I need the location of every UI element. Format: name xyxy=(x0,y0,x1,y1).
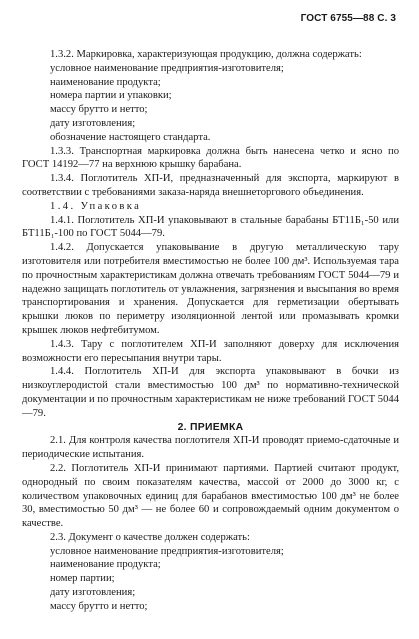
subsection-title-text: 1.4. Упаковка xyxy=(50,200,142,212)
list-item: массу брутто и нетто; xyxy=(50,600,148,612)
paragraph-1-3-4: 1.3.4. Поглотитель ХП-И, предназначенный для экспорта, маркируют в соответствии с требованиями заказа-наряда внешнеторгового объединения. xyxy=(22,173,399,198)
list-item: условное наименование предприятия-изготовителя; xyxy=(50,545,284,557)
list-item: дату изготовления; xyxy=(50,117,136,129)
paragraph-2-3: 2.3. Документ о качестве должен содержать: xyxy=(50,531,250,543)
list-item: обозначение настоящего стандарта. xyxy=(50,131,211,143)
section-2-title: 2. ПРИЕМКА xyxy=(177,421,244,433)
list-item: массу брутто и нетто; xyxy=(50,104,148,116)
list-item: наименование продукта; xyxy=(50,76,161,88)
list-item: номер партии; xyxy=(50,573,115,585)
paragraph-1-4-3: 1.4.3. Тару с поглотителем ХП-И заполняют доверху для исключения возможности его пересыпания внутри тары. xyxy=(22,338,399,364)
paragraph-1-4-2: 1.4.2. Допускается упаковывание в другую металлическую тару изготовителя или потребителя вместимостью не более 100 дм³. Используемая тара по прочностным характеристикам должна отвечать требованиям ГОСТ 5044—79 и надежно защищать поглотитель от увлажнения, загрязнения и высыпания во время транспортирования и хранения. Допускается для герметизации обертывать крышки люков по периметру изоляционной лентой или промазывать кромки крышек люков нефтебитумом. xyxy=(22,242,399,336)
paragraph-1-3-2: 1.3.2. Маркировка, характеризующая продукцию, должна содержать: xyxy=(50,49,362,60)
list-item: дату изготовления; xyxy=(50,587,136,599)
paragraph-2-2: 2.2. Поглотитель ХП-И принимают партиями. Партией считают продукт, однородный по своим показателям качества, массой от 2000 до 3000 кг, с количеством упаковочных единиц для барабанов вместимостью 100 дм³ не более 30, вместимостью 50 дм³ — не более 60 и сопровождаемый одним документом о качестве. xyxy=(22,462,399,530)
subsection-1-4-title xyxy=(22,200,399,214)
paragraph-1-4-4: 1.4.4. Поглотитель ХП-И для экспорта упаковывают в бочки из низкоуглеродистой стали вместимостью 100 дм³ по нормативно-технической документации и по прочностным характеристикам не ниже требований ГОСТ 5044—79. xyxy=(22,366,399,419)
paragraph-1-4-1: 1.4.1. Поглотитель ХП-И упаковывают в стальные барабаны БТ11Б₁-50 или БТ11Б₁-100 по ГОСТ 5044—79. xyxy=(22,214,399,240)
paragraph-2-1: 2.1. Для контроля качества поглотителя ХП-И проводят приемо-сдаточные и периодические испытания. xyxy=(22,435,399,461)
page-header: ГОСТ 6755—88 С. 3 xyxy=(300,13,396,24)
paragraph-1-3-3: 1.3.3. Транспортная маркировка должна быть нанесена четко и ясно по ГОСТ 14192—77 на верхнюю крышку барабана. xyxy=(22,145,399,171)
list-item: условное наименование предприятия-изготовителя; xyxy=(50,62,284,74)
document-body xyxy=(22,48,399,614)
list-item: наименование продукта; xyxy=(50,559,161,571)
list-item: номера партии и упаковки; xyxy=(50,90,172,102)
